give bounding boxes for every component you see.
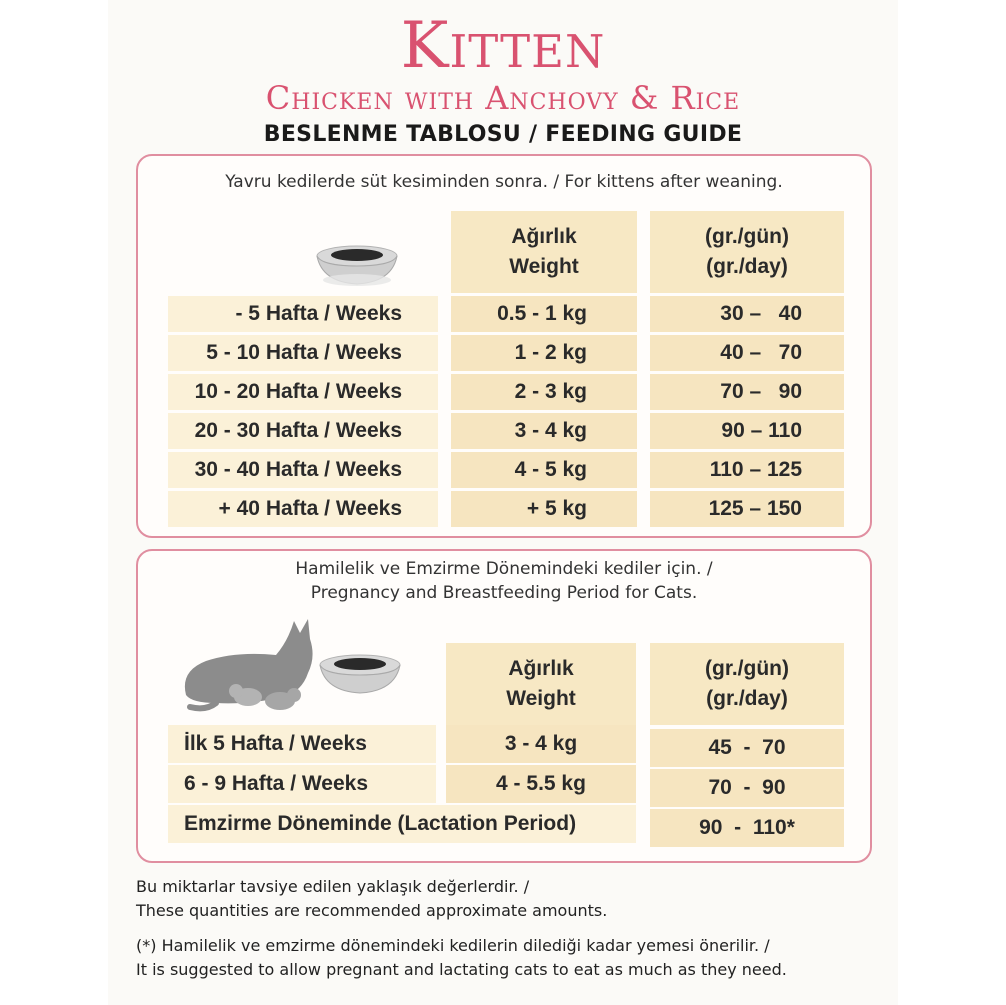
kitten-row-amount: 90 – 110 — [650, 413, 844, 449]
cat-with-kittens-icon — [176, 611, 404, 721]
pregnancy-caption-line1: Hamilelik ve Emzirme Dönemindeki kediler için. / — [295, 559, 713, 579]
pregnancy-row-age: İlk 5 Hafta / Weeks — [168, 725, 436, 763]
brand-subtitle: Chicken with Anchovy & Rice — [265, 79, 741, 117]
kitten-row-amount: 40 – 70 — [650, 335, 844, 371]
kitten-row-age: - 5 Hafta / Weeks — [168, 296, 438, 332]
kitten-row-age: 20 - 30 Hafta / Weeks — [168, 413, 438, 449]
kitten-row-age: 5 - 10 Hafta / Weeks — [168, 335, 438, 371]
kitten-row-age: + 40 Hafta / Weeks — [168, 491, 438, 527]
note-line-4: It is suggested to allow pregnant and lactating cats to eat as much as they need. — [136, 960, 787, 979]
kitten-row-age: 10 - 20 Hafta / Weeks — [168, 374, 438, 410]
guide-title: BESLENME TABLOSU / FEEDING GUIDE — [263, 122, 743, 147]
pregnancy-amount-header-tr: (gr./gün) — [705, 657, 789, 680]
kitten-weight-header-en: Weight — [509, 255, 579, 278]
kitten-weight-header — [451, 211, 637, 293]
pregnancy-row-amount: 45 - 70 — [650, 729, 844, 767]
food-bowl-icon — [314, 244, 400, 288]
pregnancy-row-weight: 3 - 4 kg — [446, 725, 636, 763]
pregnancy-row-amount: 90 - 110* — [650, 809, 844, 847]
brand-title: Kitten — [400, 9, 606, 83]
kitten-row-amount: 70 – 90 — [650, 374, 844, 410]
note-line-2: These quantities are recommended approximate amounts. — [136, 901, 608, 920]
kitten-row-age: 30 - 40 Hafta / Weeks — [168, 452, 438, 488]
pregnancy-weight-header-tr: Ağırlık — [508, 657, 574, 680]
kitten-row-weight: 2 - 3 kg — [451, 374, 637, 410]
kitten-row-weight: 3 - 4 kg — [451, 413, 637, 449]
pregnancy-row-weight: 4 - 5.5 kg — [446, 765, 636, 803]
pregnancy-weight-header-en: Weight — [506, 687, 576, 710]
kitten-weight-header-tr: Ağırlık — [511, 225, 577, 248]
kitten-row-weight: 4 - 5 kg — [451, 452, 637, 488]
pregnancy-row-amount: 70 - 90 — [650, 769, 844, 807]
kitten-row-amount: 30 – 40 — [650, 296, 844, 332]
note-line-3: (*) Hamilelik ve emzirme dönemindeki kedilerin dilediği kadar yemesi önerilir. / — [136, 936, 770, 955]
pregnancy-amount-header — [650, 643, 844, 725]
kitten-caption: Yavru kedilerde süt kesiminden sonra. / For kittens after weaning. — [225, 172, 783, 192]
kitten-row-weight: 0.5 - 1 kg — [451, 296, 637, 332]
pregnancy-amount-header-en: (gr./day) — [706, 687, 788, 710]
pregnancy-row-age: 6 - 9 Hafta / Weeks — [168, 765, 436, 803]
pregnancy-row-age: Emzirme Döneminde (Lactation Period) — [168, 805, 636, 843]
kitten-feeding-panel — [136, 154, 872, 538]
kitten-row-amount: 125 – 150 — [650, 491, 844, 527]
kitten-amount-header — [650, 211, 844, 293]
kitten-row-weight: + 5 kg — [451, 491, 637, 527]
pregnancy-caption-line2: Pregnancy and Breastfeeding Period for Cats. — [310, 583, 698, 603]
pregnancy-feeding-panel — [136, 549, 872, 863]
kitten-amount-header-en: (gr./day) — [706, 255, 788, 278]
note-line-1: Bu miktarlar tavsiye edilen yaklaşık değerlerdir. / — [136, 877, 530, 896]
pregnancy-weight-header — [446, 643, 636, 725]
kitten-amount-header-tr: (gr./gün) — [705, 225, 789, 248]
kitten-row-amount: 110 – 125 — [650, 452, 844, 488]
kitten-row-weight: 1 - 2 kg — [451, 335, 637, 371]
